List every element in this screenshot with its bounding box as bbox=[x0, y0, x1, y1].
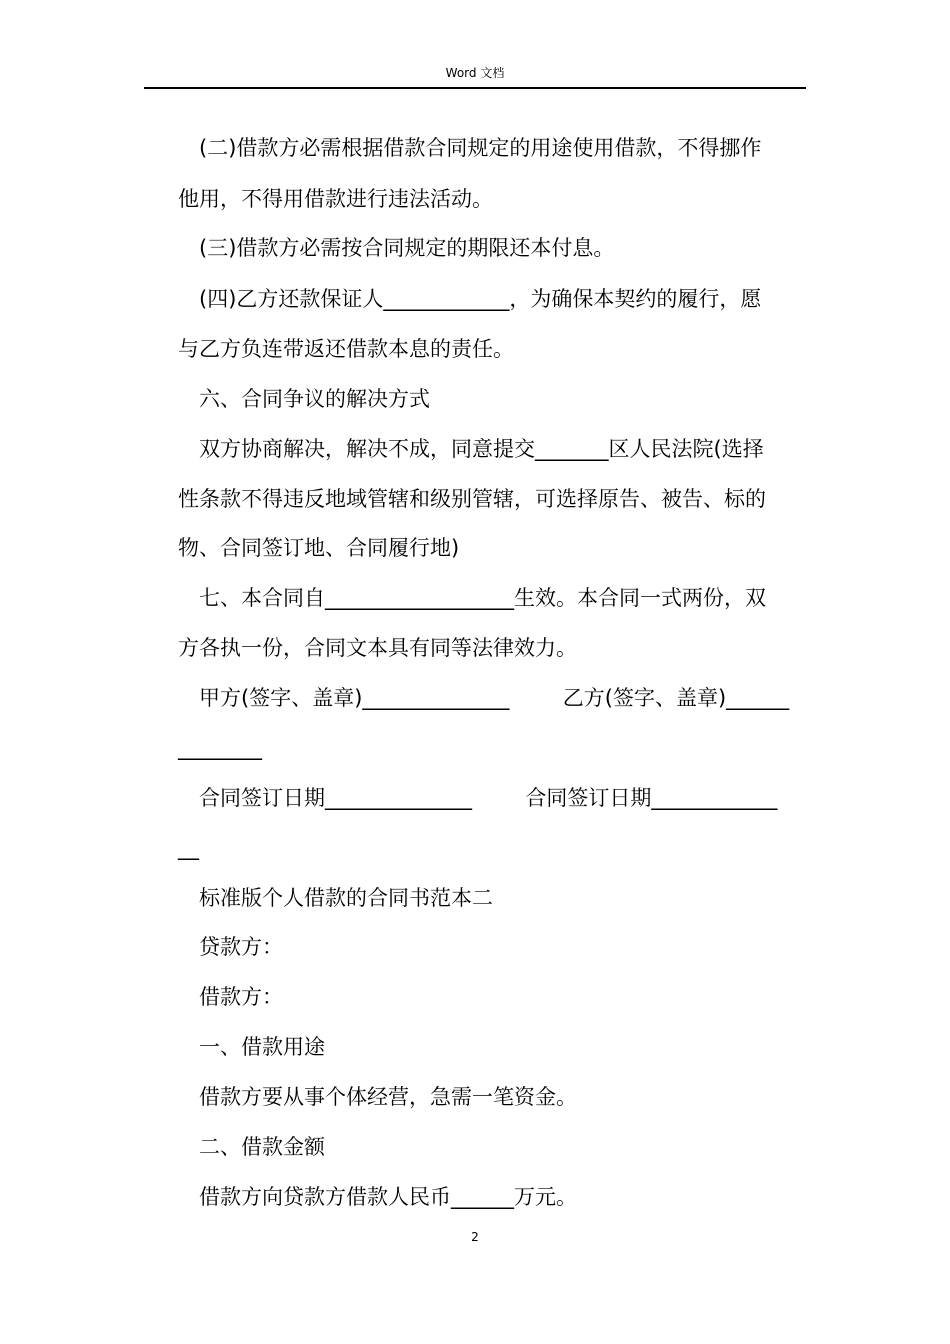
section-heading: 一、借款用途 bbox=[199, 1035, 325, 1059]
paragraph-line: 借款方要从事个体经营，急需一笔资金。 bbox=[199, 1085, 577, 1109]
page-header: Word 文档 bbox=[445, 66, 505, 80]
section-heading: 二、借款金额 bbox=[199, 1135, 325, 1159]
paragraph-line: 与乙方负连带返还借款本息的责任。 bbox=[178, 337, 514, 361]
signature-line: ________ bbox=[178, 736, 262, 760]
paragraph-line: (二)借款方必需根据借款合同规定的用途使用借款，不得挪作 bbox=[199, 136, 762, 160]
header-rule bbox=[144, 87, 806, 89]
date-line: 合同签订日期______________ 合同签订日期____________ bbox=[199, 786, 778, 810]
borrower-field: 借款方： bbox=[199, 985, 283, 1009]
paragraph-line: 双方协商解决，解决不成，同意提交_______区人民法院(选择 bbox=[199, 437, 764, 461]
paragraph-line: 性条款不得违反地域管辖和级别管辖，可选择原告、被告、标的 bbox=[178, 487, 766, 511]
lender-field: 贷款方： bbox=[199, 935, 283, 959]
date-line: __ bbox=[178, 836, 199, 860]
page-number: 2 bbox=[471, 1230, 479, 1244]
paragraph-line: 他用，不得用借款进行违法活动。 bbox=[178, 187, 493, 211]
section-heading: 六、合同争议的解决方式 bbox=[199, 387, 430, 411]
paragraph-line: (四)乙方还款保证人____________，为确保本契约的履行，愿 bbox=[199, 287, 762, 311]
paragraph-line: 物、合同签订地、合同履行地) bbox=[178, 536, 460, 560]
paragraph-line: (三)借款方必需按合同规定的期限还本付息。 bbox=[199, 236, 615, 260]
paragraph-line: 七、本合同自__________________生效。本合同一式两份，双 bbox=[199, 586, 766, 610]
section-title: 标准版个人借款的合同书范本二 bbox=[199, 886, 493, 910]
paragraph-line: 方各执一份，合同文本具有同等法律效力。 bbox=[178, 636, 577, 660]
signature-line: 甲方(签字、盖章)______________ 乙方(签字、盖章)______ bbox=[199, 686, 790, 710]
paragraph-line: 借款方向贷款方借款人民币______万元。 bbox=[199, 1185, 577, 1209]
